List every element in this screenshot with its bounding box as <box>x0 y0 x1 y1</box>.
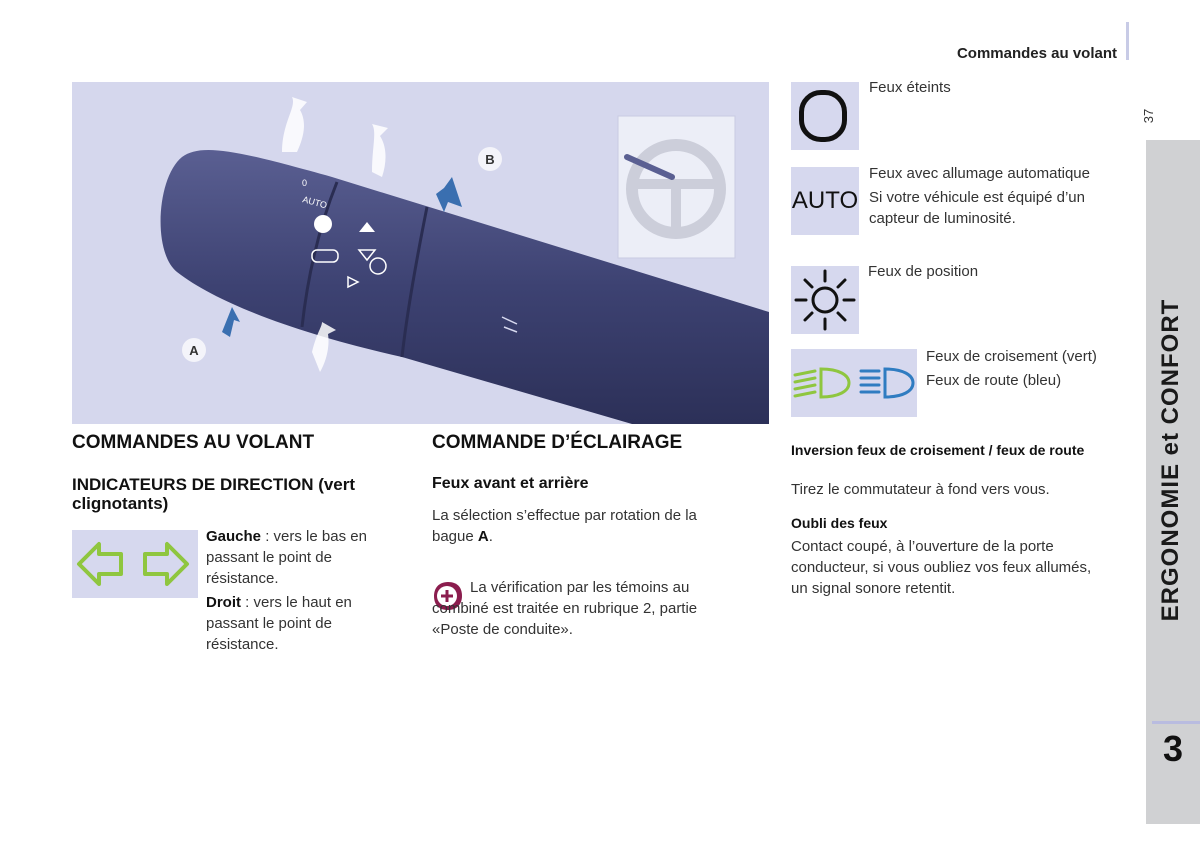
position-lights-symbol-box <box>791 266 859 334</box>
stalk-drawing <box>72 82 769 424</box>
lighting-stalk-illustration <box>72 82 769 424</box>
chapter-side-tab <box>1146 140 1200 824</box>
ring-zero-marking: 0 <box>302 178 308 188</box>
oubli-text: Contact coupé, à l’ouverture de la porte conducteur, si vous oubliez vos feux allumés, un signal sonore retentit. <box>791 538 1092 597</box>
chapter-title: ERGONOMIE et CONFORT <box>1157 298 1184 622</box>
ring-selection-text-bold: A <box>477 528 489 545</box>
dipped-beam-label: Feux de croisement (vert) <box>926 348 1097 365</box>
oubli-heading: Oubli des feux <box>791 515 888 531</box>
droit-label: Droit <box>206 594 241 611</box>
right-indicator-arrow-icon <box>145 544 187 584</box>
ring-selection-text-end: . <box>488 528 493 545</box>
dipped-beam-icon <box>795 369 849 397</box>
auto-lights-label: Feux avec allumage automatique <box>869 165 1090 182</box>
ring-index-dot-icon <box>314 215 332 233</box>
main-beam-label: Feux de route (bleu) <box>926 372 1062 389</box>
indicator-arrows-box <box>72 530 198 598</box>
subheading-indicators: INDICATEURS DE DIRECTION (vert clignotants) <box>72 475 356 513</box>
inversion-heading: Inversion feux de croisement / feux de route <box>791 442 1085 458</box>
chapter-number: 3 <box>1162 728 1184 769</box>
page-number: 37 <box>1141 108 1156 124</box>
droit-text: : vers le haut en passant le point de résistance. <box>206 594 352 653</box>
chapter-divider <box>1152 721 1200 724</box>
arrow-up-left-icon <box>282 97 307 152</box>
left-indicator-arrow-icon <box>79 544 121 584</box>
lights-off-label: Feux éteints <box>869 79 951 96</box>
position-lights-label: Feux de position <box>868 263 979 280</box>
headlamp-symbols-drawing <box>791 349 917 417</box>
indicator-arrows-drawing <box>72 530 198 598</box>
arrow-b-icon <box>436 177 462 212</box>
arrow-up-mid-icon <box>372 124 388 177</box>
auto-lights-symbol-box <box>791 167 859 235</box>
gauche-label: Gauche <box>206 528 262 545</box>
indicator-left-description <box>206 526 396 589</box>
ring-auto-marking: AUTO <box>301 194 329 211</box>
indicator-right-description <box>206 592 396 655</box>
label-a: A <box>189 343 199 358</box>
arrow-a-icon <box>222 307 240 337</box>
lights-off-symbol-box <box>791 82 859 150</box>
ring-selection-text <box>432 505 742 547</box>
headlamp-symbols-box <box>791 349 917 417</box>
label-b: B <box>485 152 495 167</box>
lights-off-symbol-icon <box>799 90 847 142</box>
inversion-text: Tirez le commutateur à fond vers vous. <box>791 481 1050 498</box>
gauche-text: : vers le bas en passant le point de résistance. <box>206 528 367 587</box>
section-heading-steering-controls: COMMANDES AU VOLANT <box>72 432 315 453</box>
auto-lights-description: Si votre véhicule est équipé d’un capteur de luminosité. <box>869 189 1085 227</box>
section-heading-lighting: COMMANDE D’ÉCLAIRAGE <box>432 432 683 453</box>
note-text: La vérification par les témoins au combiné est traitée en rubrique 2, partie «Poste de conduite». <box>432 579 698 638</box>
header-divider <box>1126 22 1129 60</box>
position-lights-icon <box>791 266 859 334</box>
page-header-title: Commandes au volant <box>956 45 1117 62</box>
ring-selection-text-start: La sélection s’effectue par rotation de la bague <box>432 507 697 545</box>
auto-symbol-text: AUTO <box>791 187 859 214</box>
subheading-front-rear-lights: Feux avant et arrière <box>432 475 589 492</box>
main-beam-icon <box>861 369 913 397</box>
